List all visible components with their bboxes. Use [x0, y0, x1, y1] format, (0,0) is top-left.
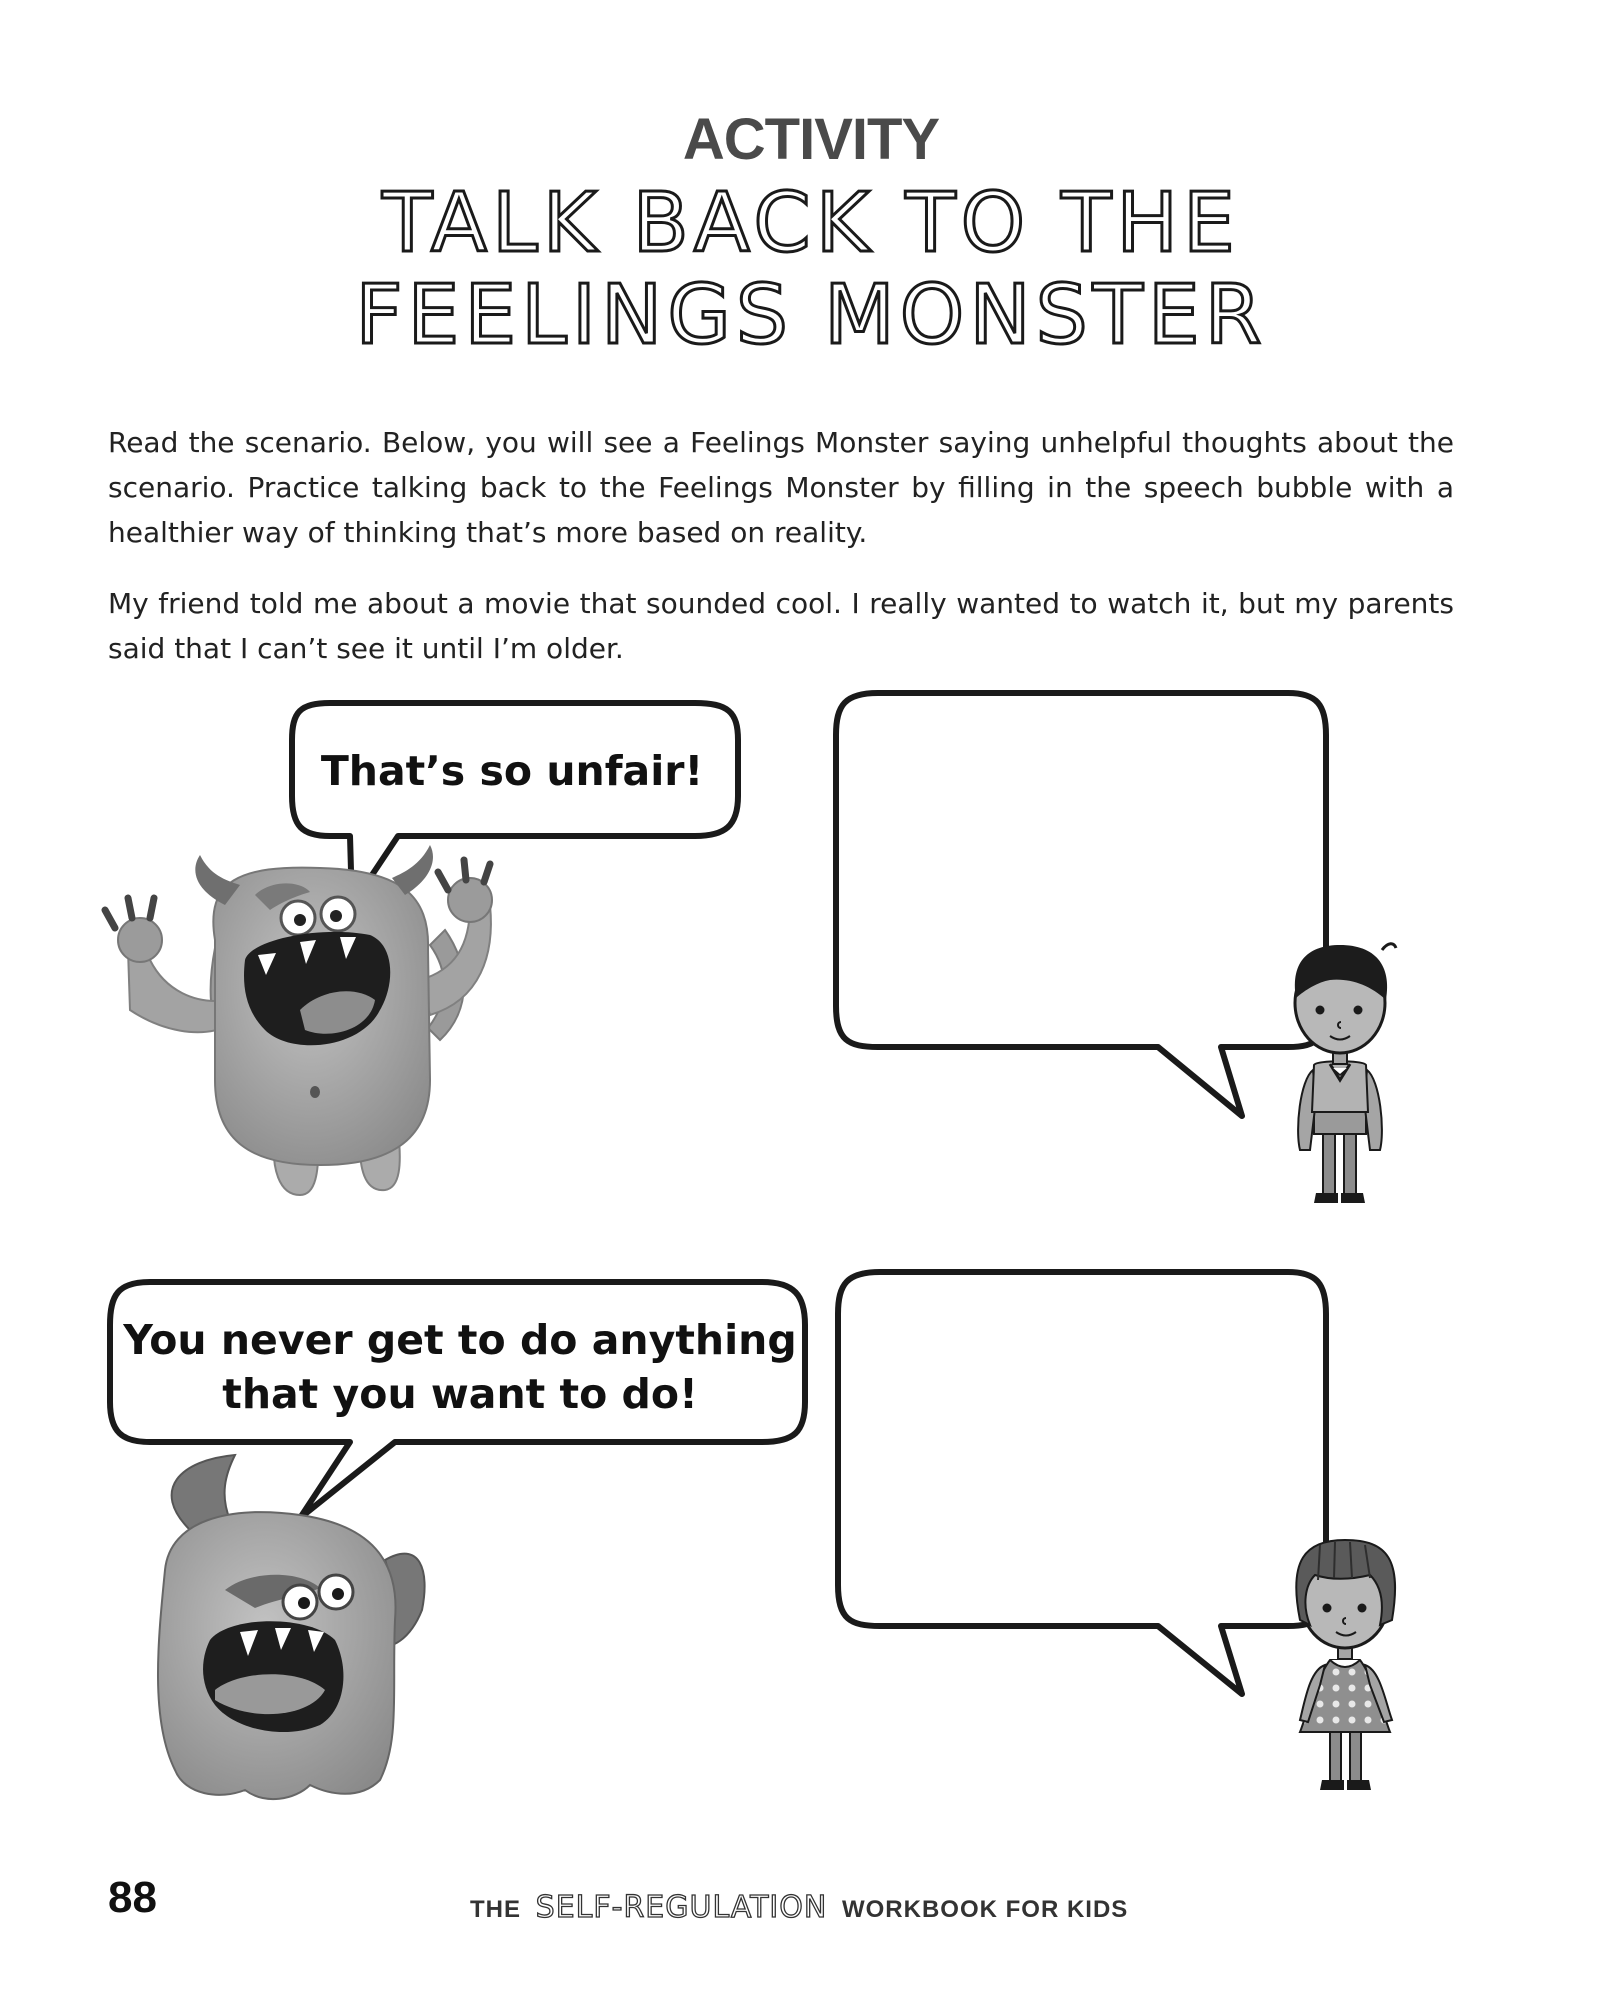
feelings-monster-2-illustration [158, 1455, 425, 1799]
instructions-paragraph: Read the scenario. Below, you will see a Feelings Monster saying unhelpful thoughts about the scenario. Practice talking back to the Feelings Monster by filling in the speech bubble with a healthier way of thinking that’s more based on reality. [108, 426, 1454, 549]
scenario-paragraph: My friend told me about a movie that sounded cool. I really wanted to watch it, but my parents said that I can’t see it until I’m older. [108, 587, 1454, 665]
answer-speech-bubble-2[interactable] [838, 1272, 1326, 1694]
monster-thought-2: You never get to do anything that you want to do! [123, 1316, 797, 1418]
answer-speech-bubble-1[interactable] [836, 693, 1326, 1116]
page-number: 88 [108, 1873, 157, 1922]
book-title-footer [470, 1890, 1128, 1925]
girl-illustration [1296, 1540, 1395, 1790]
activity-kicker: ACTIVITY [682, 107, 940, 172]
book-title-main: SELF-REGULATION [535, 1890, 828, 1925]
monster-thought-1: That’s so unfair! [320, 747, 704, 795]
book-title-suffix: WORKBOOK FOR KIDS [841, 1896, 1129, 1923]
feelings-monster-1-illustration [105, 845, 492, 1195]
page-title-line1: TALK BACK TO THE [382, 176, 1240, 271]
boy-illustration [1295, 944, 1396, 1203]
book-title-prefix: THE [470, 1896, 521, 1923]
page-title-line2: FEELINGS MONSTER [355, 268, 1267, 363]
